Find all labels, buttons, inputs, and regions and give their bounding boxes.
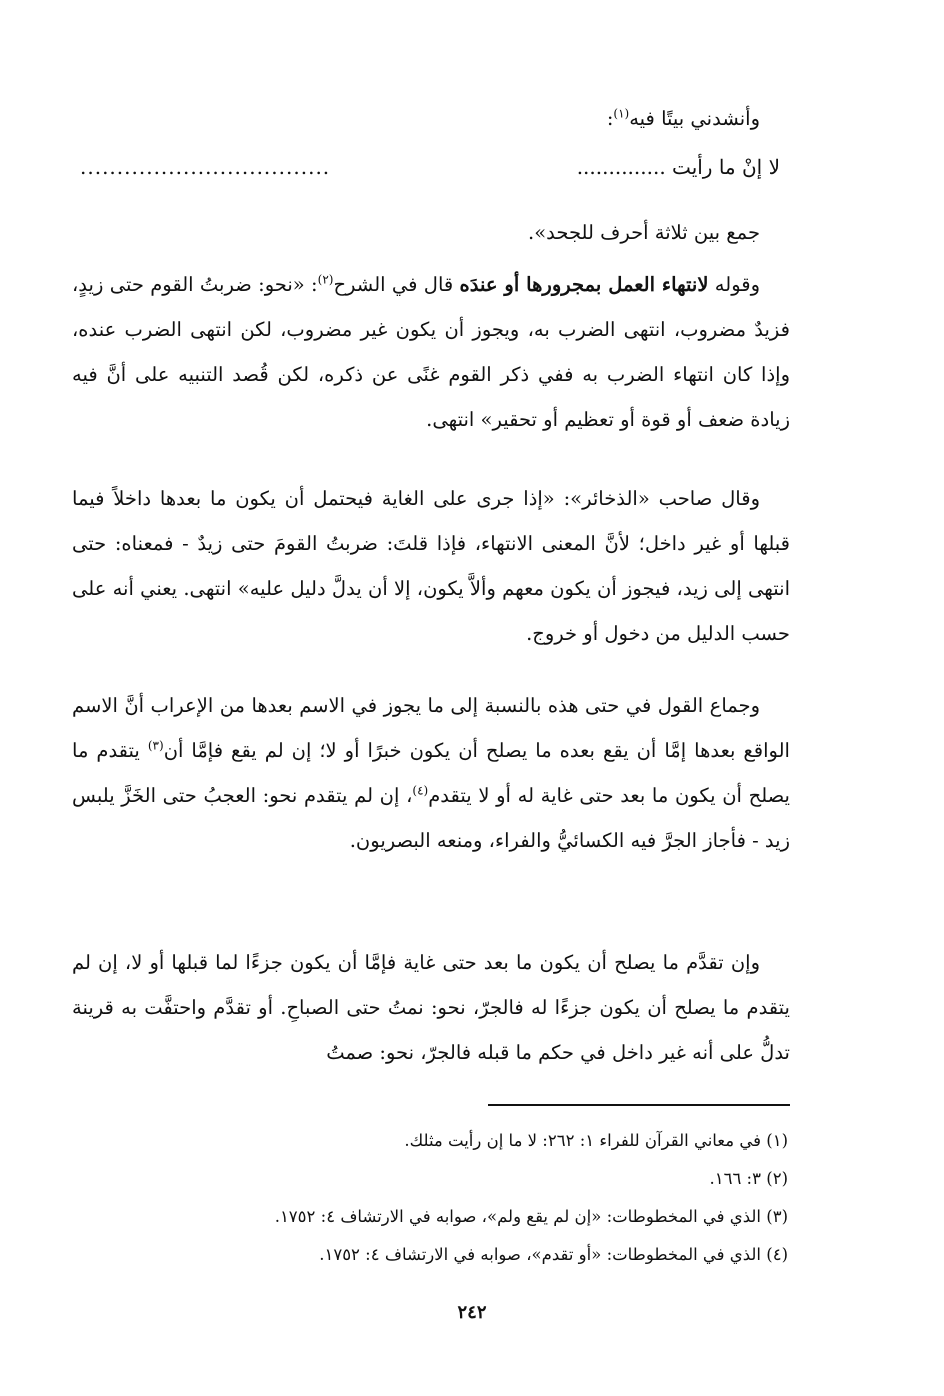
para1-lead: وقوله bbox=[708, 273, 761, 296]
intro-colon: : bbox=[606, 107, 614, 130]
footnote-1: (١) في معاني القرآن للفراء ١: ٢٦٢: لا ما إن رأيت مثلك. bbox=[404, 1131, 788, 1150]
para1-rest: : «نحو: ضربتُ القوم حتى زيدٍ، فزيدٌ مضروب، انتهى الضرب به، ويجوز أن يكون غير مضروب، لكن انتهى الضرب عنده، وإذا كان انتهاء الضرب به ففي ذكر القوم غنًى عن ذكره، لكن قُصد التنبيه على أنَّ فيه زيادة ضعف أو قوة أو تعظيم أو تحقير» انتهى. bbox=[72, 273, 790, 431]
footnotes bbox=[180, 1122, 788, 1274]
paragraph-2-text: وقال صاحب «الذخائر»: «إذا جرى على الغاية فيحتمل أن يكون ما بعدها داخلاً فيما قبلها أو غير داخل؛ لأنَّ المعنى الانتهاء، فإذا قلتَ: ضربتُ القومَ حتى زيدٌ - فمعناه: حتى انتهى إلى زيد، فيجوز أن يكون معهم وألاَّ يكون، إلا أن يدلَّ دليل عليه» انتهى. يعني أنه على حسب الدليل من دخول أو خروج. bbox=[72, 487, 790, 645]
paragraph-4 bbox=[72, 940, 790, 1075]
footnote-4: (٤) الذي في المخطوطات: «أو تقدم»، صوابه في الارتشاف ٤: ١٧٥٢. bbox=[319, 1245, 788, 1264]
paragraph-2 bbox=[72, 476, 790, 656]
verse-comment: جمع بين ثلاثة أحرف للجحد». bbox=[528, 221, 760, 244]
verse-second-hemistich: .................................. bbox=[80, 155, 331, 179]
footnote-divider bbox=[488, 1104, 790, 1106]
intro-text: وأنشدني بيتًا فيه bbox=[629, 107, 760, 130]
verse-first-hemistich: لا إنْ ما رأيت .............. bbox=[576, 155, 780, 179]
verse-comment-block bbox=[72, 210, 790, 255]
para1-text: قال في الشرح bbox=[333, 273, 460, 296]
intro-line bbox=[72, 96, 790, 141]
paragraph-1 bbox=[72, 262, 790, 442]
para3-part1: وجماع القول في حتى هذه بالنسبة إلى ما يجوز في الاسم بعدها من الإعراب أنَّ الاسم الواقع بعدها إمَّا أن يقع بعده ما يصلح أن يكون خبرًا أو لا؛ إن لم يقع فإمَّا أن bbox=[72, 694, 790, 762]
page-number: ٢٤٢ bbox=[457, 1302, 487, 1323]
footnote-ref-2: (٢) bbox=[317, 272, 334, 287]
paragraph-4-text: وإن تقدَّم ما يصلح أن يكون ما بعد حتى غاية فإمَّا أن يكون جزءًا لما قبلها أو لا، إن لم يتقدم ما يصلح أن يكون جزءًا له فالجرّ، نحو: نمتُ حتى الصباحِ. أو تقدَّم واحتفَّت به قرينة تدلُّ على أنه غير داخل في حكم ما قبله فالجرّ، نحو: صمتُ bbox=[72, 951, 790, 1064]
footnote-3: (٣) الذي في المخطوطات: «إن لم يقع ولم»، صوابه في الارتشاف ٤: ١٧٥٢. bbox=[274, 1207, 788, 1226]
paragraph-3 bbox=[72, 683, 790, 863]
footnote-2: (٢) ٣: ١٦٦. bbox=[709, 1169, 788, 1188]
paragraph-3-text bbox=[72, 683, 790, 863]
para1-bold-quote: لانتهاء العمل بمجرورها أو عندَه bbox=[459, 273, 709, 296]
para3-part3: ، إن لم يتقدم نحو: العجبُ حتى الخَزَّ يلبس زيد - فأجاز الجرَّ فيه الكسائيُّ والفراء، ومنعه البصريون. bbox=[72, 784, 790, 852]
paragraph-1-text bbox=[72, 262, 790, 442]
footnote-ref-4: (٤) bbox=[412, 783, 429, 798]
para3-part2: يتقدم ما يصلح أن يكون ما بعد حتى غاية له أو لا يتقدم bbox=[72, 739, 790, 807]
poetry-verse bbox=[80, 155, 780, 195]
intro-paragraph bbox=[72, 96, 790, 141]
footnote-ref-1: (١) bbox=[613, 106, 630, 121]
footnote-ref-3: (٣) bbox=[147, 738, 164, 753]
